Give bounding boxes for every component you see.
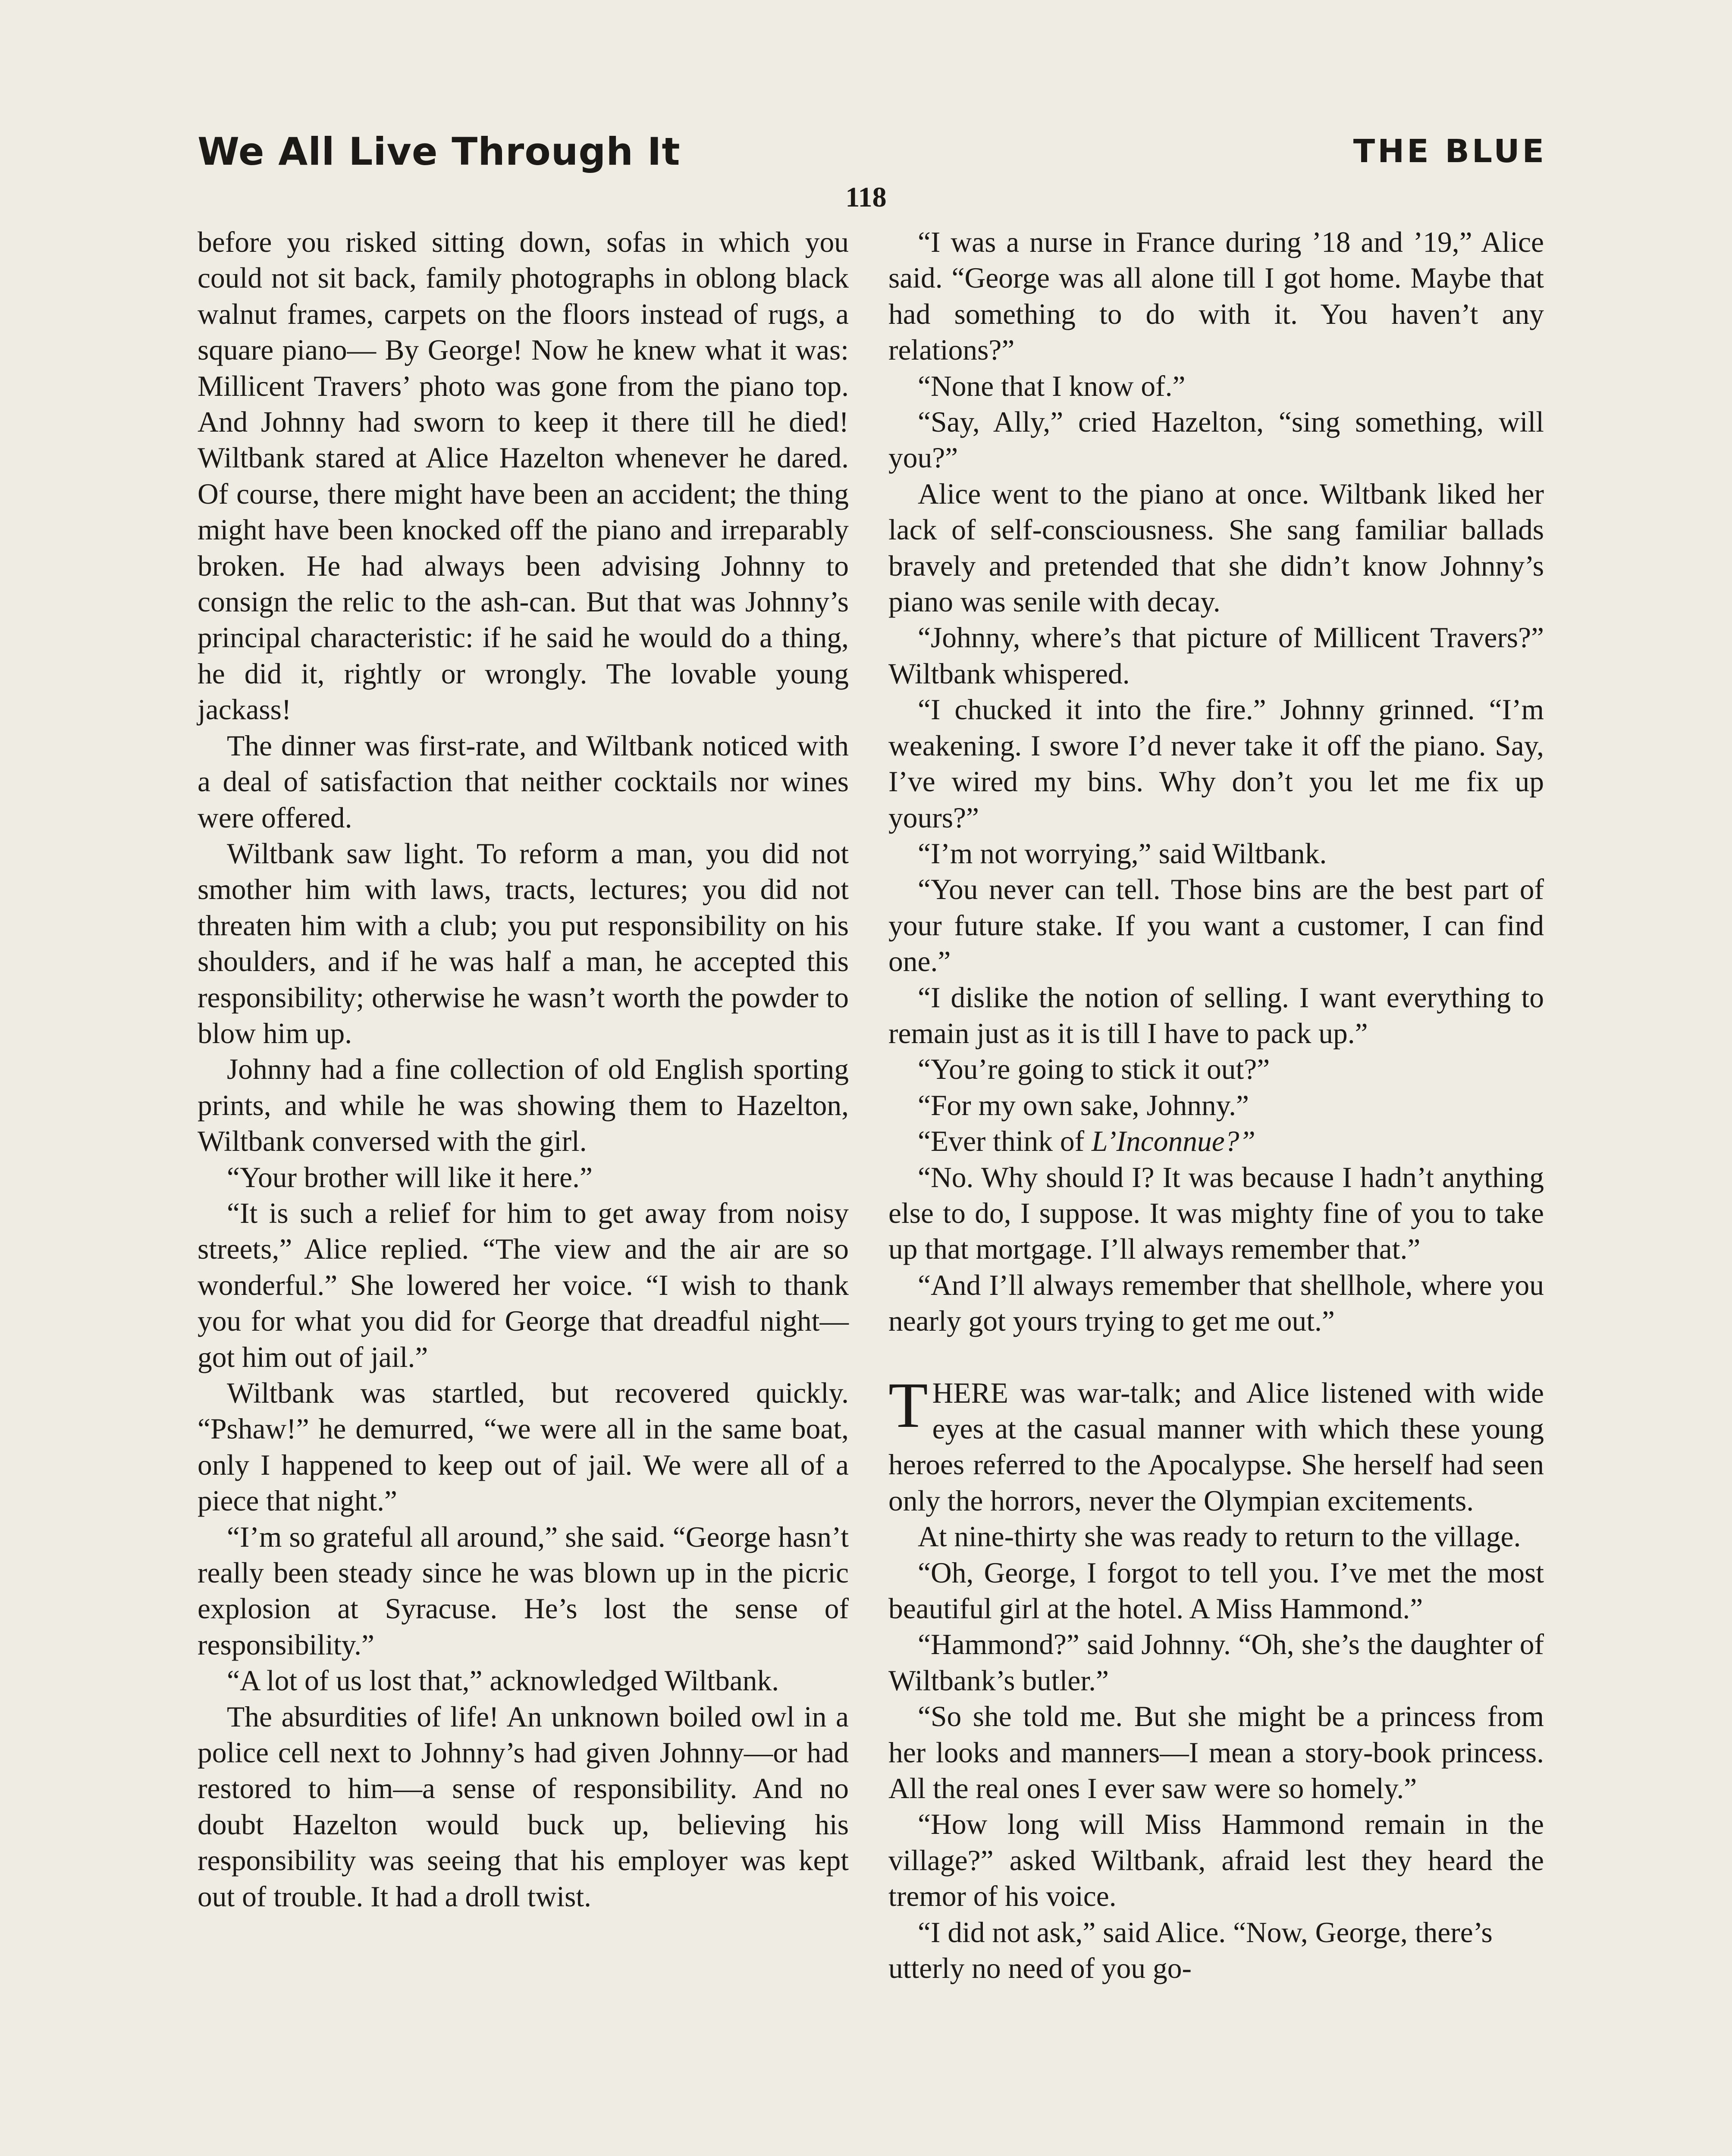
paragraph: “A lot of us lost that,” acknowledged Wiltbank.	[227, 1664, 779, 1697]
paragraph: “I was a nurse in France during ’18 and ’19,” Alice said. “George was all alone till I got home. Maybe that had something to do with it. You haven’t any relations?”	[888, 226, 1544, 367]
paragraph: “I chucked it into the fire.” Johnny grinned. “I’m weakening. I swore I’d never take it off the piano. Say, I’ve wired my bins. Why don’t you let me fix up yours?”	[888, 693, 1544, 834]
paragraph: “For my own sake, Johnny.”	[918, 1089, 1249, 1122]
drop-cap: T	[888, 1369, 928, 1441]
paragraph: “None that I know of.”	[918, 370, 1186, 402]
paragraph: “It is such a relief for him to get away from noisy streets,” Alice replied. “The view and the air are so wonderful.” She lowered her voice. “I wish to thank you for what you did for George that dreadful night—got him out of jail.”	[198, 1197, 849, 1373]
paragraph: “You never can tell. Those bins are the best part of your future stake. If you want a customer, I can find one.”	[888, 873, 1544, 978]
section-opening-paragraph	[888, 1369, 1544, 1519]
paragraph: At nine-thirty she was ready to return to the village.	[918, 1520, 1521, 1553]
paragraph: “Hammond?” said Johnny. “Oh, she’s the daughter of Wiltbank’s butler.”	[888, 1628, 1544, 1697]
paragraph: The dinner was first-rate, and Wiltbank noticed with a deal of satisfaction that neither cocktails nor wines were offered.	[198, 729, 849, 834]
paragraph: “I’m not worrying,” said Wiltbank.	[918, 837, 1327, 870]
paragraph: “Johnny, where’s that picture of Millicent Travers?” Wiltbank whispered.	[888, 621, 1544, 690]
paragraph: Johnny had a fine collection of old English sporting prints, and while he was showing them to Hazelton, Wiltbank conversed with the girl.	[198, 1053, 849, 1158]
italic-title: L’Inconnue?”	[1092, 1125, 1255, 1158]
paragraph: “I did not ask,” said Alice. “Now, George, there’s utterly no need of you go-	[888, 1916, 1493, 1985]
paragraph: “No. Why should I? It was because I hadn’t anything else to do, I suppose. It was mighty fine of you to take up that mortgage. I’ll always remember that.”	[888, 1161, 1544, 1266]
paragraph: “Ever think of L’Inconnue?”	[918, 1125, 1255, 1158]
paragraph: “Oh, George, I forgot to tell you. I’ve met the most beautiful girl at the hotel. A Miss Hammond.”	[888, 1556, 1544, 1625]
running-title: We All Live Through It	[198, 129, 681, 174]
left-column	[198, 224, 849, 1915]
section-break	[888, 1339, 1544, 1375]
opening-text: HERE was war-talk; and Alice listened with wide eyes at the casual manner with which these young heroes referred to the Apocalypse. She herself had seen only the horrors, never the Olympian excitements.	[888, 1376, 1544, 1517]
paragraph: “Your brother will like it here.”	[227, 1161, 593, 1194]
paragraph: Wiltbank was startled, but recovered quickly. “Pshaw!” he demurred, “we were all in the same boat, only I happened to keep out of jail. We were all of a piece that night.”	[198, 1377, 849, 1517]
page-number: 118	[845, 182, 887, 213]
paragraph: “Say, Ally,” cried Hazelton, “sing something, will you?”	[888, 406, 1544, 474]
paragraph: “You’re going to stick it out?”	[918, 1053, 1270, 1086]
paragraph: The absurdities of life! An unknown boiled owl in a police cell next to Johnny’s had given Johnny—or had restored to him—a sense of responsibility. And no doubt Hazelton would buck up, believing his responsibility was seeing that his employer was kept out of trouble. It had a droll twist.	[198, 1700, 849, 1913]
paragraph: “And I’ll always remember that shellhole, where you nearly got yours trying to get me out.”	[888, 1269, 1544, 1338]
paragraph: “How long will Miss Hammond remain in the village?” asked Wiltbank, afraid lest they heard the tremor of his voice.	[888, 1808, 1544, 1913]
section-name: THE BLUE	[1353, 133, 1547, 170]
right-column	[888, 224, 1544, 1987]
paragraph: before you risked sitting down, sofas in which you could not sit back, family photographs in oblong black walnut frames, carpets on the floors instead of rugs, a square piano— By George! Now he knew what it was: Millicent Travers’ photo was gone from the piano top. And Johnny had sworn to keep it there till he died! Wiltbank stared at Alice Hazelton whenever he dared. Of course, there might have been an accident; the thing might have been knocked off the piano and irreparably broken. He had always been advising Johnny to consign the relic to the ash-can. But that was Johnny’s principal characteristic: if he said he would do a thing, he did it, rightly or wrongly. The lovable young jackass!	[198, 226, 849, 726]
paragraph: “I’m so grateful all around,” she said. “George hasn’t really been steady since he was blown up in the picric explosion at Syracuse. He’s lost the sense of responsibility.”	[198, 1520, 849, 1661]
paragraph: “So she told me. But she might be a princess from her looks and manners—I mean a story-book princess. All the real ones I ever saw were so homely.”	[888, 1700, 1544, 1805]
paragraph: Wiltbank saw light. To reform a man, you did not smother him with laws, tracts, lectures; you did not threaten him with a club; you put responsibility on his shoulders, and if he was half a man, he accepted this responsibility; otherwise he wasn’t worth the powder to blow him up.	[198, 837, 849, 1050]
paragraph: Alice went to the piano at once. Wiltbank liked her lack of self-consciousness. She sang familiar ballads bravely and pretended that she didn’t know Johnny’s piano was senile with decay.	[888, 477, 1544, 618]
paragraph: “I dislike the notion of selling. I want everything to remain just as it is till I have to pack up.”	[888, 981, 1544, 1050]
